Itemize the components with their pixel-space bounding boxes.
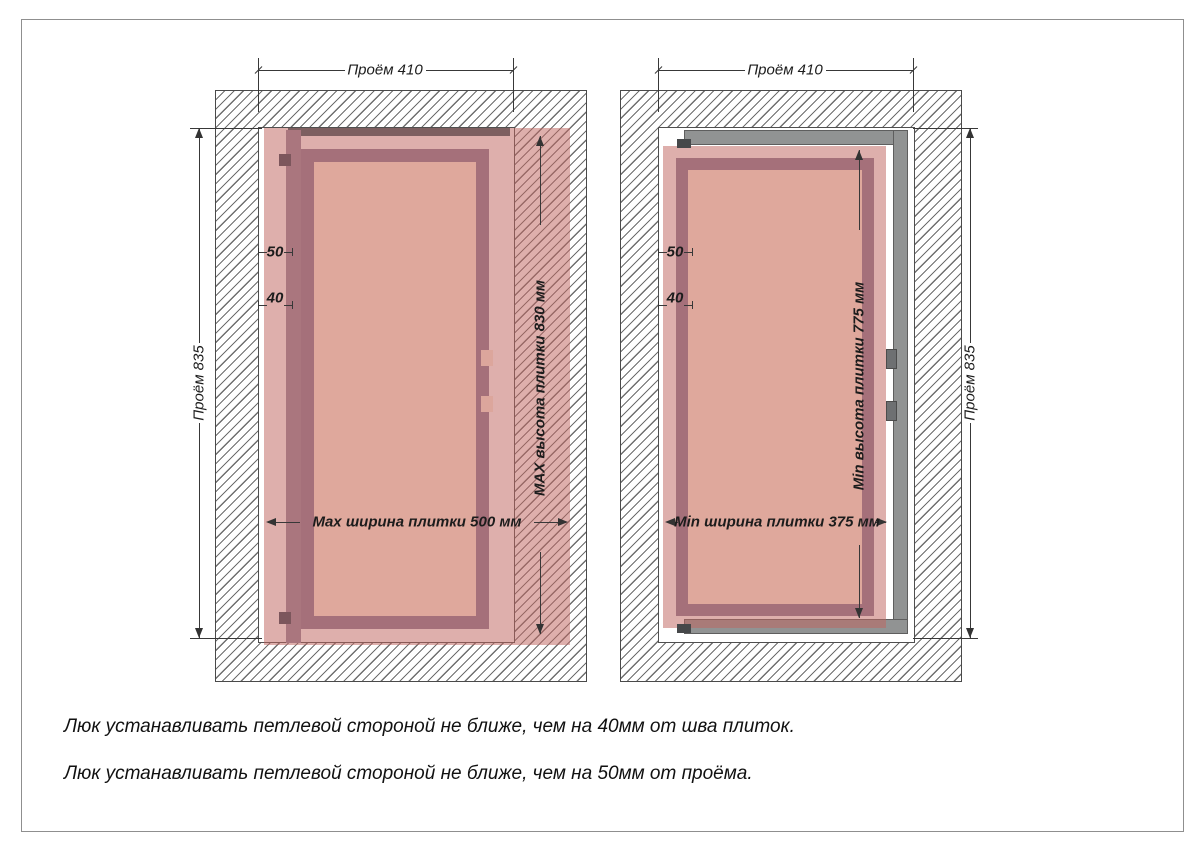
- arrow-right-icon: [558, 518, 568, 526]
- frame-hinge-profile: [286, 130, 301, 643]
- arrow-down-icon: [536, 624, 544, 634]
- tile-height-label: MAX высота плитки 830 мм: [531, 279, 549, 497]
- dimension-tick: [292, 301, 293, 309]
- tile-height-label: Min высота плитки 775 мм: [850, 281, 868, 491]
- frame-top-profile: [288, 128, 510, 136]
- hinge-offset-opening-label: 50: [266, 243, 284, 261]
- hinge-bottom-icon: [677, 624, 691, 633]
- extension-line: [913, 58, 914, 112]
- dimension-line: [284, 252, 292, 253]
- arrow-down-icon: [195, 628, 203, 638]
- dimension-tick: [292, 248, 293, 256]
- metal-frame-top: [684, 130, 908, 145]
- opening-height-label: Проём 835: [190, 345, 208, 421]
- dimension-tick: [258, 301, 259, 309]
- dimension-line: [199, 128, 200, 343]
- door-leaf: [301, 149, 489, 629]
- dimension-line: [540, 552, 541, 634]
- dimension-line: [859, 150, 860, 230]
- note-line-1: Люк устанавливать петлевой стороной не ближе, чем на 40мм от шва плиток.: [64, 716, 795, 737]
- arrow-down-icon: [966, 628, 974, 638]
- latch-bottom-icon: [886, 401, 897, 421]
- dimension-tick: [658, 248, 659, 256]
- dimension-line: [258, 252, 267, 253]
- dimension-line: [258, 305, 267, 306]
- tile-width-label: Min ширина плитки 375 мм: [674, 513, 880, 531]
- extension-line: [190, 638, 262, 639]
- dimension-line: [970, 423, 971, 638]
- dimension-line: [199, 423, 200, 638]
- dimension-line: [970, 128, 971, 343]
- hinge-offset-seam-label: 40: [266, 289, 284, 307]
- arrow-left-icon: [266, 518, 276, 526]
- arrow-up-icon: [536, 136, 544, 146]
- opening-height-label: Проём 835: [961, 345, 979, 421]
- dimension-line: [684, 252, 692, 253]
- dimension-tick: [658, 301, 659, 309]
- dimension-line: [658, 70, 745, 71]
- arrow-up-icon: [966, 128, 974, 138]
- dimension-line: [258, 70, 345, 71]
- extension-line: [913, 638, 978, 639]
- dimension-line: [658, 305, 667, 306]
- extension-line: [258, 58, 259, 112]
- opening-width-label: Проём 410: [347, 61, 423, 79]
- dimension-tick: [692, 301, 693, 309]
- metal-frame-right: [893, 130, 908, 634]
- dimension-line: [658, 252, 667, 253]
- dimension-line: [426, 70, 513, 71]
- dimension-tick: [692, 248, 693, 256]
- dimension-tick: [258, 248, 259, 256]
- latch-bottom-icon: [481, 396, 493, 412]
- extension-line: [658, 58, 659, 112]
- extension-line: [513, 58, 514, 112]
- opening-width-label: Проём 410: [747, 61, 823, 79]
- arrow-up-icon: [195, 128, 203, 138]
- hinge-offset-seam-label: 40: [666, 289, 684, 307]
- hinge-top-icon: [677, 139, 691, 148]
- dimension-line: [684, 305, 692, 306]
- latch-top-icon: [886, 349, 897, 369]
- note-line-2: Люк устанавливать петлевой стороной не ближе, чем на 50мм от проёма.: [64, 763, 753, 784]
- latch-top-icon: [481, 350, 493, 366]
- dimension-line: [284, 305, 292, 306]
- arrow-up-icon: [855, 150, 863, 160]
- door-leaf: [676, 158, 874, 616]
- dimension-line: [826, 70, 913, 71]
- arrow-down-icon: [855, 608, 863, 618]
- hinge-bottom-icon: [279, 612, 291, 624]
- tile-width-label: Max ширина плитки 500 мм: [312, 513, 522, 531]
- hinge-top-icon: [279, 154, 291, 166]
- hinge-offset-opening-label: 50: [666, 243, 684, 261]
- dimension-line: [540, 136, 541, 225]
- page-border: [21, 19, 1184, 832]
